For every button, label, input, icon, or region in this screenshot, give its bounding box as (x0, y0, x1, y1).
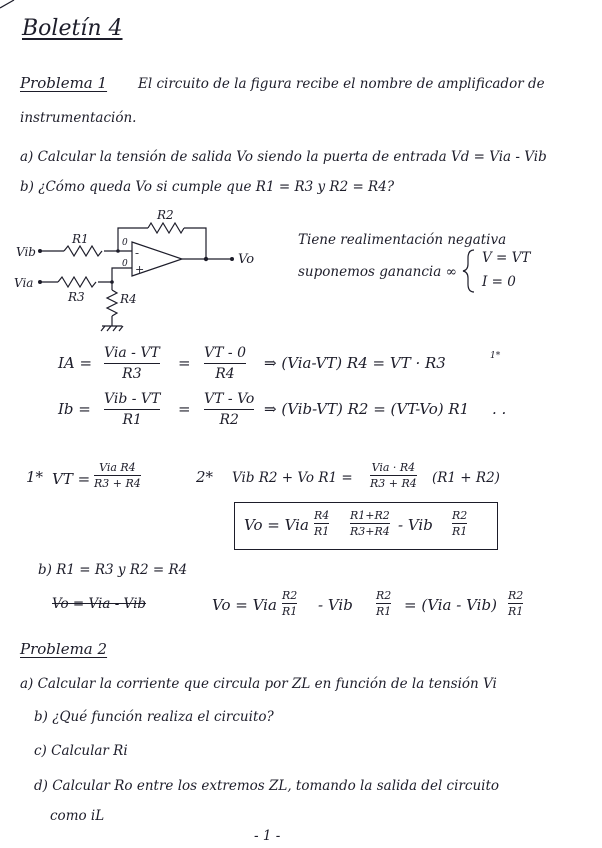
numerator: R2 (282, 589, 298, 602)
part-b-fraction-1 (282, 590, 297, 617)
problem-2-question-b: b) ¿Qué función realiza el circuito? (34, 709, 274, 725)
label-r1: R1 (72, 232, 89, 246)
problem-2-question-d-line-1: d) Calcular Ro entre los extremos ZL, tomando la salida del circuito (34, 778, 500, 794)
numerator: R2 (508, 589, 524, 602)
eq-ia-tag: 1* (490, 351, 501, 361)
denominator: R1 (314, 525, 330, 538)
numerator: VT - Vo (204, 391, 255, 407)
numerator: R4 (314, 509, 330, 522)
part-b-fraction-2 (376, 590, 391, 617)
problem-1-intro-line-1: El circuito de la figura recibe el nombre de amplificador de (138, 76, 545, 92)
eq-ia-rhs: ⇒ (Via-VT) R4 = VT · R3 (264, 354, 446, 372)
denominator: R1 (508, 605, 524, 618)
problem-2-question-a: a) Calcular la corriente que circula por ZL en función de la tensión Vi (20, 676, 497, 692)
denominator: R3+R4 (350, 525, 390, 538)
numerator: VT - 0 (204, 345, 246, 361)
eq-1-lhs: VT = (52, 470, 91, 488)
numerator: Vib - VT (104, 391, 161, 407)
problem-1-heading: Problema 1 (20, 74, 108, 92)
numerator: R2 (376, 589, 392, 602)
result-fraction-3 (452, 510, 467, 537)
denominator: R3 + R4 (94, 477, 141, 490)
r4-node (110, 280, 114, 284)
feedback-node (116, 249, 120, 253)
denominator: R1 (122, 412, 142, 428)
feedback-wire-right (184, 228, 206, 259)
part-b-condition: b) R1 = R3 y R2 = R4 (38, 562, 188, 578)
denominator: R3 + R4 (370, 477, 417, 490)
output-node (204, 257, 208, 261)
result-fraction-1 (314, 510, 329, 537)
note-infinite-gain: suponemos ganancia ∞ (298, 264, 457, 280)
via-terminal (38, 280, 42, 284)
eq-ia-lhs: IA = (58, 354, 93, 372)
eq-ib-fraction-2 (204, 392, 254, 427)
eq-2-rhs: (R1 + R2) (432, 470, 500, 486)
denominator: R4 (215, 366, 235, 382)
part-b-mid: - Vib (318, 596, 353, 614)
eq-2-fraction (370, 462, 417, 489)
resistor-r1 (64, 246, 102, 256)
label-plus: + (135, 263, 145, 276)
eq-1-tag: 1* (26, 468, 44, 486)
eq-ib-fraction-1 (104, 392, 160, 427)
vo-terminal (230, 257, 234, 261)
eq-ia-fraction-2 (204, 346, 246, 381)
eq-2-lhs: Vib R2 + Vo R1 = (232, 470, 353, 486)
eq-ib-dots: . . (492, 400, 507, 418)
label-vo: Vo (238, 252, 255, 267)
label-zero-bottom: 0 (122, 259, 128, 269)
resistor-r2 (148, 223, 184, 233)
problem-2-question-d-line-2: como iL (50, 808, 105, 824)
label-r4: R4 (120, 292, 137, 306)
equals-sign: = (178, 400, 191, 418)
numerator: Via R4 (99, 461, 136, 474)
numerator: Via - VT (104, 345, 160, 361)
condition-current: I = 0 (482, 274, 516, 290)
condition-voltage: V = VT (482, 250, 531, 266)
denominator: R2 (219, 412, 239, 428)
problem-1-question-b: b) ¿Cómo queda Vo si cumple que R1 = R3 y R2 = R4? (20, 179, 395, 195)
ground-symbol (101, 326, 123, 331)
eq-ib-rhs: ⇒ (Vib-VT) R2 = (VT-Vo) R1 (264, 400, 470, 418)
note-negative-feedback: Tiene realimentación negativa (298, 232, 507, 248)
resistor-r3 (58, 277, 96, 287)
part-b-eq-mid: = (Via - Vib) (404, 596, 497, 614)
result-fraction-2 (350, 510, 390, 537)
label-minus: - (135, 246, 140, 260)
label-vib: Vib (16, 245, 36, 259)
denominator: R1 (282, 605, 298, 618)
eq-ia-fraction-1 (104, 346, 160, 381)
denominator: R1 (452, 525, 468, 538)
problem-1-question-a: a) Calcular la tensión de salida Vo siendo la puerta de entrada Vd = Via - Vib (20, 149, 547, 165)
resistor-r4 (107, 290, 117, 316)
denominator: R1 (376, 605, 392, 618)
label-r3: R3 (68, 290, 85, 304)
part-b-fraction-3 (508, 590, 523, 617)
result-mid: - Vib (398, 516, 433, 534)
label-via: Via (14, 276, 34, 290)
result-lhs: Vo = Via (244, 516, 309, 534)
denominator: R3 (122, 366, 142, 382)
problem-1-intro-line-2: instrumentación. (20, 110, 137, 126)
eq-ib-lhs: Ib = (58, 400, 91, 418)
crossed-out-expression: Vo = Via - Vib (52, 596, 147, 612)
page-number: - 1 - (254, 828, 281, 844)
numerator: R2 (452, 509, 468, 522)
page-title: Boletín 4 (22, 16, 123, 41)
numerator: Via · R4 (371, 461, 416, 474)
part-b-eq-lhs: Vo = Via (212, 596, 277, 614)
eq-2-tag: 2* (196, 468, 214, 486)
eq-1-fraction (94, 462, 141, 489)
problem-2-question-c: c) Calcular Ri (34, 743, 128, 759)
vib-terminal (38, 249, 42, 253)
label-zero-top: 0 (122, 238, 128, 248)
equals-sign: = (178, 354, 191, 372)
numerator: R1+R2 (350, 509, 390, 522)
non-inverting-input-wire (98, 268, 132, 282)
label-r2: R2 (157, 208, 174, 222)
brace (463, 250, 474, 292)
problem-2-heading: Problema 2 (20, 640, 108, 658)
